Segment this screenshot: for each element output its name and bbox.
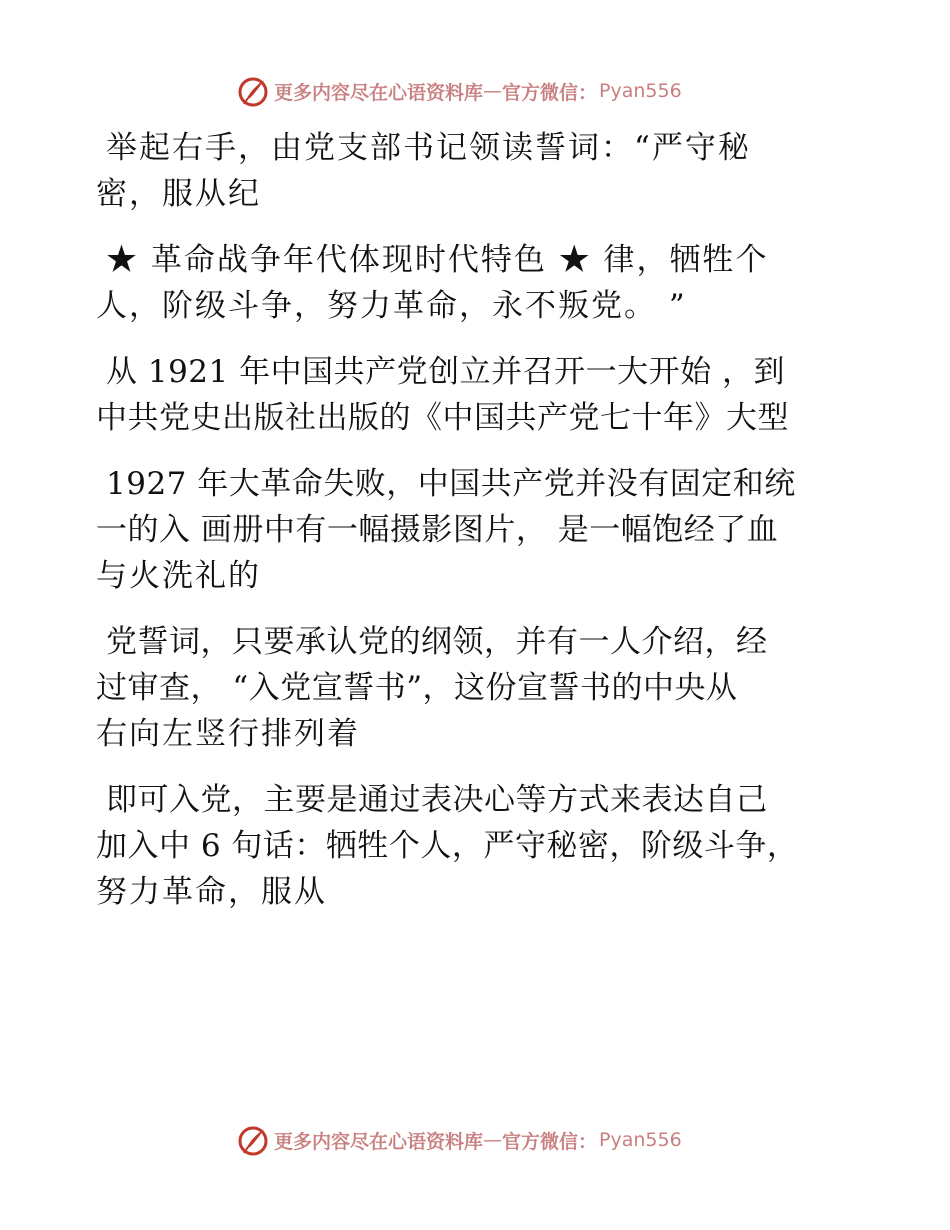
footer-watermark (236, 1120, 836, 1160)
text-line: 即可入党，主要是通过表决心等方式来表达自己 (106, 782, 768, 818)
paragraph (96, 461, 856, 599)
paragraph (96, 237, 856, 329)
quill-logo-icon (236, 1123, 270, 1157)
watermark-wechat-label: 官方微信： (502, 1130, 598, 1153)
paragraph (96, 619, 856, 757)
text-line: 过审查， “入党宣誓书”，这份宣誓书的中央从 (96, 670, 738, 706)
text-line: 举起右手，由党支部书记领读誓词：“严守秘 (106, 130, 751, 166)
paragraph (96, 777, 856, 915)
watermark-text: 更多内容尽在心语资料库 (274, 81, 484, 104)
text-line: 与火洗礼的 (96, 558, 261, 594)
quill-logo-icon (236, 74, 270, 108)
paragraph (96, 125, 856, 217)
header-watermark (236, 71, 836, 111)
text-line: 人，阶级斗争，努力革命，永不叛党。 ” (96, 288, 687, 324)
text-line: 密，服从纪 (96, 176, 261, 212)
document-body (96, 125, 856, 935)
text-line: 中共党史出版社出版的《中国共产党七十年》大型 (96, 400, 789, 436)
watermark-wechat-id: Pyan556 (599, 1129, 682, 1151)
text-line: 右向左竖行排列着 (96, 716, 360, 752)
text-line: ★ 革命战争年代体现时代特色 ★ 律，牺牲个 (106, 242, 769, 278)
watermark-dash: — (483, 80, 503, 102)
text-line: 加入中 6 句话：牺牲个人，严守秘密，阶级斗争， (96, 828, 799, 864)
text-line: 努力革命，服从 (96, 874, 327, 910)
watermark-wechat-id: Pyan556 (599, 80, 682, 102)
text-line: 党誓词，只要承认党的纲领，并有一人介绍，经 (106, 624, 768, 660)
watermark-dash: — (483, 1129, 503, 1151)
text-line: 一的入 画册中有一幅摄影图片， 是一幅饱经了血 (96, 512, 779, 548)
paragraph (96, 349, 856, 441)
watermark-text: 更多内容尽在心语资料库 (274, 1130, 484, 1153)
watermark-wechat-label: 官方微信： (502, 81, 598, 104)
text-line: 1927 年大革命失败，中国共产党并没有固定和统 (106, 466, 796, 502)
text-line: 从 1921 年中国共产党创立并召开一大开始 ，到 (106, 354, 785, 390)
